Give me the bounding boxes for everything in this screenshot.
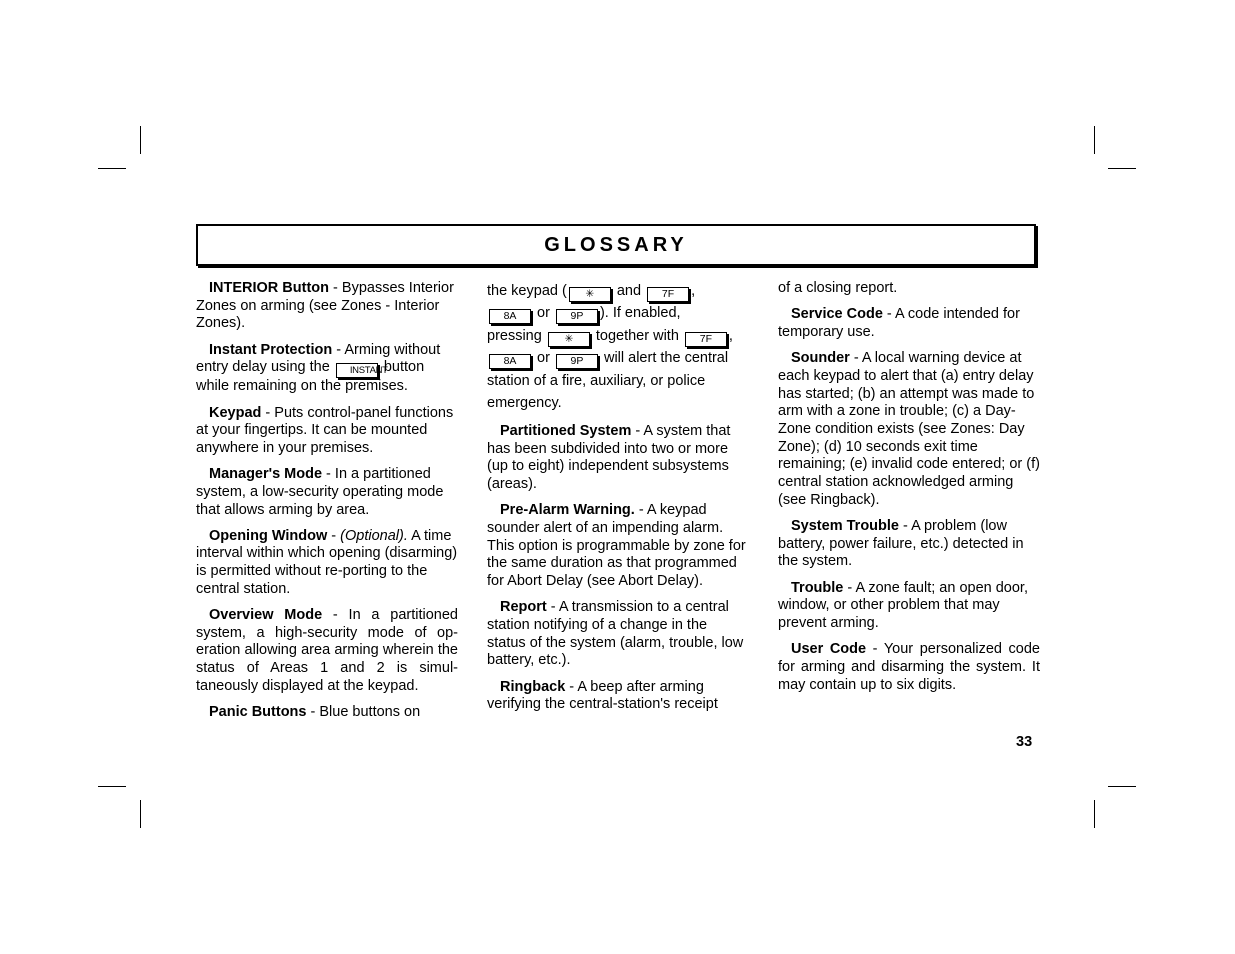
crop-mark-top-right-vertical	[1094, 126, 1095, 154]
term: Opening Window	[209, 527, 328, 544]
definition: -	[327, 527, 341, 544]
term: Overview Mode	[209, 607, 323, 624]
definition: - Arming without entry delay using the	[196, 341, 441, 376]
definition: - A system that has been subdivided into two or more (up to eight) independent subsystems (areas).	[487, 422, 731, 493]
definition: or	[533, 350, 554, 367]
crop-mark-bottom-right-vertical	[1094, 800, 1095, 828]
entry-trouble	[778, 580, 1040, 633]
definition: pressing	[487, 327, 546, 344]
definition: A time interval within which opening (disarming) is permitted without re-porting to the central station.	[196, 527, 458, 597]
star-key-icon: ✳	[548, 332, 590, 347]
term: Service Code	[791, 306, 883, 323]
page-number: 33	[1016, 734, 1033, 750]
definition: - Blue buttons on	[306, 704, 421, 721]
term: Report	[500, 599, 547, 616]
key-8a-icon: 8A	[489, 354, 531, 369]
crop-mark-bottom-right-horizontal	[1108, 786, 1136, 787]
term: Ringback	[500, 678, 566, 695]
definition: ,	[728, 327, 733, 344]
entry-pre-alarm-warning	[487, 502, 749, 591]
definition: and	[612, 283, 646, 299]
definition: - A beep after arming verifying the central-station's receipt	[487, 678, 718, 713]
term: Instant Protection	[209, 341, 333, 358]
glossary-header-box	[196, 224, 1036, 266]
definition: ). If enabled,	[599, 305, 681, 322]
entry-ringback	[487, 679, 749, 714]
definition: - A keypad sounder alert of an impending alarm. This option is programmable by zone for the same duration as that programmed for Abort Delay (see Abort Delay).	[487, 502, 746, 590]
entry-partitioned-system	[487, 423, 749, 494]
term: Manager's Mode	[209, 466, 323, 483]
entry-opening-window	[196, 528, 458, 599]
crop-mark-top-right-horizontal	[1108, 168, 1136, 169]
column-3	[778, 280, 1040, 703]
definition: - A problem (low battery, power failure, etc.) detected in the system.	[778, 517, 1024, 570]
entry-panic-buttons	[196, 704, 458, 722]
key-7f-icon: 7F	[647, 287, 689, 302]
term: Trouble	[791, 579, 844, 596]
entry-system-trouble	[778, 518, 1040, 571]
crop-mark-top-left-vertical	[140, 126, 141, 154]
crop-mark-top-left-horizontal	[98, 168, 126, 169]
key-8a-icon: 8A	[489, 309, 531, 324]
entry-ringback-continued	[778, 280, 1040, 298]
term: Keypad	[209, 404, 262, 421]
entry-keypad	[196, 405, 458, 458]
definition: - In a partitioned system, a high-security mode of op-eration allowing area arming wherein the status of Areas 1 and 2 is simul-taneously displayed at the keypad.	[196, 607, 458, 694]
definition: together with	[591, 327, 683, 344]
definition: the keypad (	[487, 283, 567, 299]
term: System Trouble	[791, 517, 899, 534]
definition: - Your personalized code for arming and disarming the system. It may contain up to six digits.	[778, 641, 1040, 693]
term: INTERIOR Button	[209, 280, 330, 296]
entry-report	[487, 599, 749, 670]
term: Partitioned System	[500, 422, 632, 439]
term: User Code	[791, 641, 867, 658]
column-2	[487, 280, 749, 722]
key-7f-icon: 7F	[685, 332, 727, 347]
definition: - In a partitioned system, a low-security operating mode that allows arming by area.	[196, 466, 444, 518]
definition: - Bypasses Interior Zones on arming (see Zones - Interior Zones).	[196, 280, 454, 332]
definition: - Puts control-panel functions at your fingertips. It can be mounted anywhere in your premises.	[196, 404, 454, 456]
definition: button while remaining on the premises.	[196, 359, 425, 395]
definition: - A transmission to a central station notifying of a change in the status of the system (alarm, trouble, low battery, etc.).	[487, 599, 744, 669]
term: Pre-Alarm Warning.	[500, 502, 635, 519]
definition: - A code intended for temporary use.	[778, 306, 1020, 340]
entry-sounder	[778, 350, 1040, 509]
entry-interior-button	[196, 280, 458, 333]
entry-managers-mode	[196, 466, 458, 519]
crop-mark-bottom-left-horizontal	[98, 786, 126, 787]
term: Panic Buttons	[209, 704, 307, 721]
entry-panic-buttons-continued	[487, 280, 749, 414]
definition: or	[533, 305, 554, 322]
column-1	[196, 280, 458, 730]
definition: will alert the central station of a fire, auxiliary, or police emergency.	[487, 350, 729, 412]
page-title: GLOSSARY	[544, 233, 688, 256]
definition: ,	[691, 283, 696, 299]
entry-overview-mode	[196, 607, 458, 696]
entry-user-code	[778, 641, 1040, 694]
entry-service-code	[778, 306, 1040, 341]
key-9p-icon: 9P	[556, 354, 598, 369]
star-key-icon: ✳	[569, 287, 611, 302]
definition: of a closing report.	[778, 280, 898, 296]
instant-key-icon: INSTANT	[336, 363, 378, 378]
definition: - A local warning device at each keypad to alert that (a) entry delay has started; (b) an attempt was made to arm with a zone in trouble; (c) a Day-Zone condition exists (see Zones: Day Zone); (d) 10 seconds exit time remaining; (e) invalid code entered; or (f) central station acknowledged arming (see Ringback).	[778, 350, 1040, 508]
entry-instant-protection	[196, 342, 458, 396]
term: Sounder	[791, 350, 850, 367]
optional-label: (Optional).	[340, 527, 408, 544]
definition: - A zone fault; an open door, window, or other problem that may prevent arming.	[778, 579, 1028, 631]
crop-mark-bottom-left-vertical	[140, 800, 141, 828]
key-9p-icon: 9P	[556, 309, 598, 324]
